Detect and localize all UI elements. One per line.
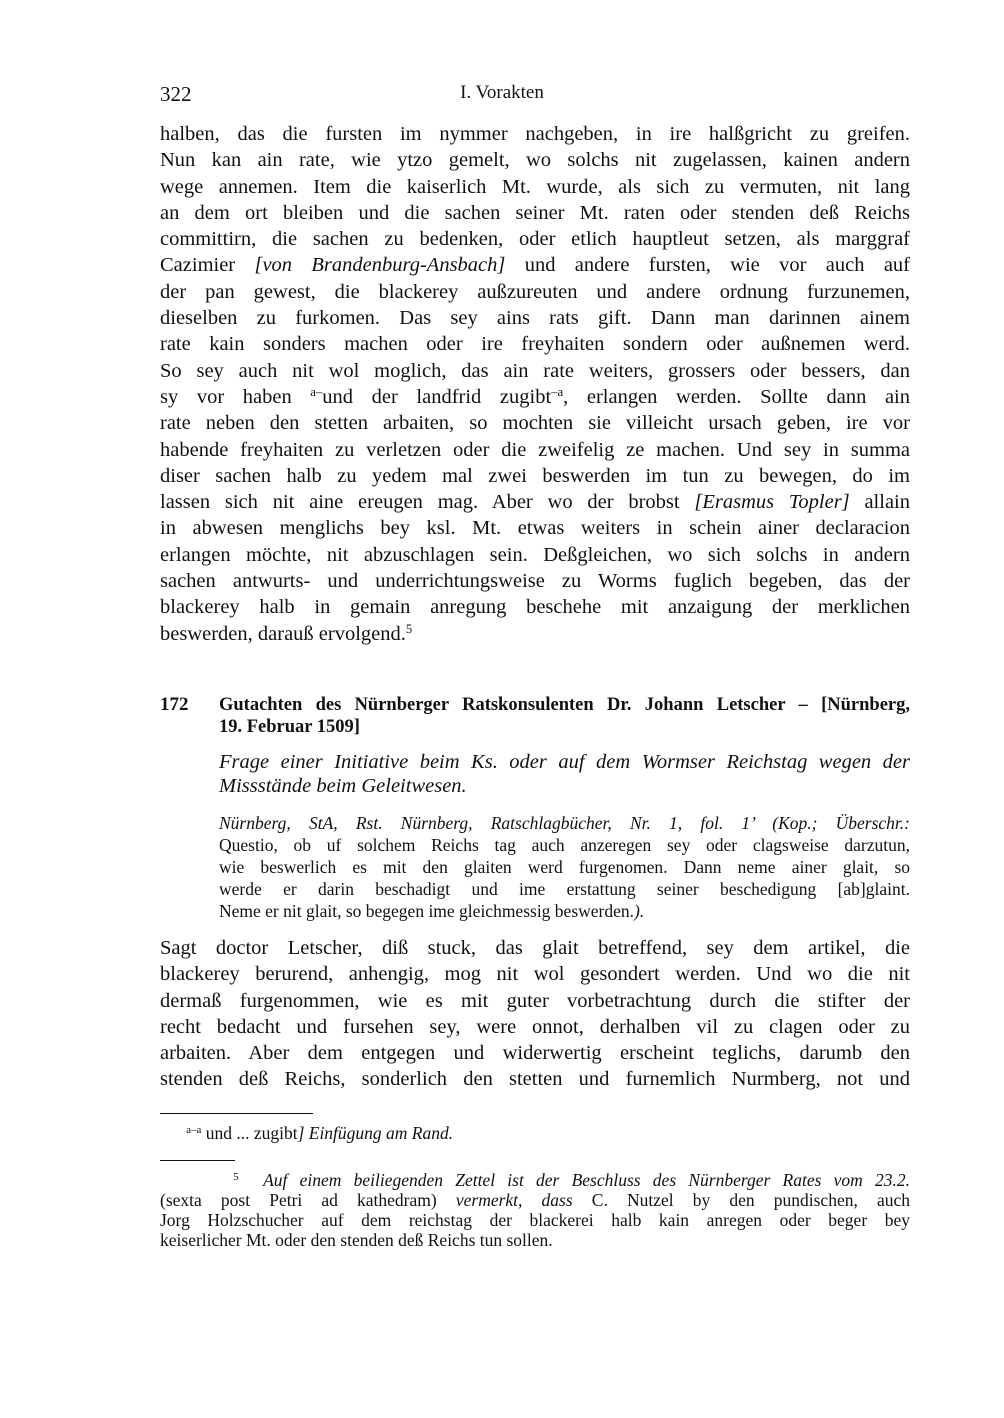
text-segment: wie beswerlich es mit den glaiten werd furgenomen. Dann neme ainer glait, so <box>219 857 910 877</box>
text-line <box>219 774 910 798</box>
text-segment: und ... zugibt <box>201 1123 298 1143</box>
text-segment: werde er darin beschadigt und ime erstattung seiner beschedigung [ab]glaint. <box>219 879 910 899</box>
text-line <box>160 384 910 410</box>
footnote-marker: a– <box>310 384 323 399</box>
text-segment: in abwesen menglichs bey ksl. Mt. etwas weiters in schein ainer declaracion <box>160 517 910 540</box>
page-number: 322 <box>160 82 192 106</box>
text-segment: und andere fursten, wie vor auch auf <box>505 254 910 277</box>
footnote-marker: a–a <box>186 1124 202 1137</box>
text-segment: habende freyhaiten zu verletzen oder die zweifelig ze machen. Und sey in summa <box>160 438 910 461</box>
text-line <box>219 750 910 774</box>
text-line <box>160 594 910 620</box>
text-line <box>219 900 910 922</box>
text-line <box>160 226 910 252</box>
text-line <box>160 961 910 987</box>
text-segment: Frage einer Initiative beim Ks. oder auf dem Wormser Reichstag wegen der <box>219 751 910 773</box>
footnote-5 <box>160 1170 910 1250</box>
text-line <box>160 489 910 515</box>
text-line <box>160 1040 910 1066</box>
text-line <box>160 1190 910 1210</box>
text-segment: dermaß furgenommen, wie es mit guter vorbetrachtung durch die stifter der <box>160 989 910 1012</box>
text-segment <box>239 1170 263 1190</box>
text-segment: Sagt doctor Letscher, diß stuck, das glait betreffend, sey dem artikel, die <box>160 937 910 959</box>
text-line <box>160 279 910 305</box>
text-segment: Auf einem beiliegenden Zettel ist der Beschluss des Nürnberger Rates vom 23.2. <box>263 1170 911 1190</box>
text-segment: sachen antwurts- und underrichtungsweise zu Worms fuglich begeben, das der <box>160 570 910 593</box>
text-line <box>160 1066 910 1092</box>
text-segment: vermerkt, dass <box>455 1190 573 1210</box>
text-line <box>160 147 910 173</box>
text-line <box>160 437 910 463</box>
text-line <box>160 1014 910 1040</box>
text-line <box>160 121 910 147</box>
text-line <box>219 812 910 834</box>
text-segment: Questio, ob uf solchem Reichs tag auch anzeregen sey oder clagsweise darzutun, <box>219 835 910 855</box>
text-segment: rate neben den stetten arbaiten, so mochten sie villeicht ursach geben, ire vor <box>160 412 910 435</box>
text-line <box>160 410 910 436</box>
text-line <box>160 305 910 331</box>
text-line <box>160 1230 910 1250</box>
text-segment: recht bedacht und fursehen sey, were onnot, derhalben vil zu clagen oder zu <box>160 1015 910 1038</box>
text-segment: ] Einfügung am Rand. <box>297 1123 454 1143</box>
text-line <box>160 358 910 384</box>
text-segment: halben, das die fursten im nymmer nachgeben, in ire halßgricht zu greifen. <box>160 123 910 145</box>
text-segment: erlangen möchte, nit abzuschlagen sein. Deßgleichen, wo sich solchs in andern <box>160 543 910 566</box>
document-summary <box>219 750 910 798</box>
text-segment <box>160 1123 186 1143</box>
text-line <box>160 1170 910 1190</box>
text-segment: allain <box>849 491 910 514</box>
text-segment: der pan gewest, die blackerey außzureuten und andere ordnung furzunemen, <box>160 280 910 303</box>
text-line <box>160 1123 910 1143</box>
text-segment: Cazimier <box>160 254 255 277</box>
text-segment: Neme er nit glait, so begegen ime gleichmessig beswerden. <box>219 901 635 921</box>
document-heading <box>219 694 910 738</box>
text-line <box>160 1210 910 1230</box>
text-line <box>160 935 910 961</box>
text-line <box>160 568 910 594</box>
footnote-marker: 5 <box>233 1171 239 1184</box>
text-segment: So sey auch nit wol moglich, das ain rate weiters, grossers oder bessers, dan <box>160 359 910 382</box>
text-segment: beswerden, darauß ervolgend. <box>160 622 406 645</box>
text-segment: committirn, die sachen zu bedenken, oder etlich hauptleut setzen, als marggraf <box>160 228 910 251</box>
document-source <box>219 812 910 922</box>
text-segment: lassen sich nit aine ereugen mag. Aber wo der brobst <box>160 491 695 514</box>
text-line <box>219 716 910 738</box>
text-segment: C. Nutzel by den pundischen, auch <box>572 1190 910 1210</box>
text-segment: Gutachten des Nürnberger Ratskonsulenten Dr. Johann Letscher – [Nürnberg, <box>219 695 910 715</box>
text-segment: [von Brandenburg-Ansbach] <box>254 254 506 277</box>
text-segment: wege annemen. Item die kaiserlich Mt. wurde, als sich zu vermuten, nit lang <box>160 175 910 198</box>
text-segment: diser sachen halb zu yedem mal zwei beswerden im tun zu bewegen, do im <box>160 464 910 487</box>
footnote-divider <box>160 1113 313 1114</box>
text-segment: [Erasmus Topler] <box>694 491 850 514</box>
text-segment: , erlangen werden. Sollte dann ain <box>563 385 910 408</box>
text-line <box>160 463 910 489</box>
text-line <box>219 878 910 900</box>
text-segment: (sexta post Petri ad kathedram) <box>160 1190 456 1210</box>
text-segment: keiserlicher Mt. oder den stenden deß Reichs tun sollen. <box>160 1230 553 1250</box>
text-line <box>160 988 910 1014</box>
paragraph-continuation <box>160 121 910 647</box>
text-segment: Missstände beim Geleitwesen. <box>219 775 467 797</box>
footnote-marker: 5 <box>405 621 413 636</box>
text-segment: Nun kan ain rate, wie ytzo gemelt, wo solchs nit zugelassen, kainen andern <box>160 149 910 172</box>
text-line <box>160 621 910 647</box>
text-line <box>160 331 910 357</box>
document-number: 172 <box>160 694 189 715</box>
text-segment: und der landfrid zugibt <box>322 385 552 408</box>
text-segment: Jorg Holzschucher auf dem reichstag der blackerei halb kain anregen oder beger bey <box>160 1210 910 1230</box>
text-line <box>160 252 910 278</box>
text-segment: rate kain sonders machen oder ire freyhaiten sondern oder außnemen werd. <box>160 333 910 356</box>
text-segment: ). <box>634 901 645 921</box>
text-segment: dieselben zu furkomen. Das sey ains rats gift. Dann man darinnen ainem <box>160 307 910 330</box>
text-segment: stenden deß Reichs, sonderlich den stetten und furnemlich Nurmberg, not und <box>160 1068 910 1091</box>
text-segment: 19. Februar 1509] <box>219 717 360 737</box>
text-segment: Nürnberg, StA, Rst. Nürnberg, Ratschlagbücher, Nr. 1, fol. 1’ (Kop.; Überschr.: <box>219 813 910 833</box>
text-line <box>219 694 910 716</box>
text-segment: sy vor haben <box>160 385 311 408</box>
text-line <box>160 542 910 568</box>
text-line <box>160 200 910 226</box>
text-segment: blackerey halb in gemain anregung beschehe mit anzaigung der merklichen <box>160 596 910 619</box>
text-line <box>219 856 910 878</box>
running-title: I. Vorakten <box>460 82 544 103</box>
footnote-a <box>160 1123 910 1143</box>
footnote-divider <box>160 1160 235 1161</box>
text-line <box>160 174 910 200</box>
text-line <box>160 515 910 541</box>
footnote-marker: –a <box>551 384 564 399</box>
paragraph-opinion <box>160 935 910 1093</box>
text-segment: blackerey berurend, anhengig, mog nit wol gesondert werden. Und wo die nit <box>160 963 910 986</box>
text-segment: an dem ort bleiben und die sachen seiner Mt. raten oder stenden deß Reichs <box>160 201 910 224</box>
text-line <box>219 834 910 856</box>
text-segment <box>160 1170 233 1190</box>
text-segment: arbaiten. Aber dem entgegen und widerwertig erscheint teglichs, darumb den <box>160 1042 910 1065</box>
